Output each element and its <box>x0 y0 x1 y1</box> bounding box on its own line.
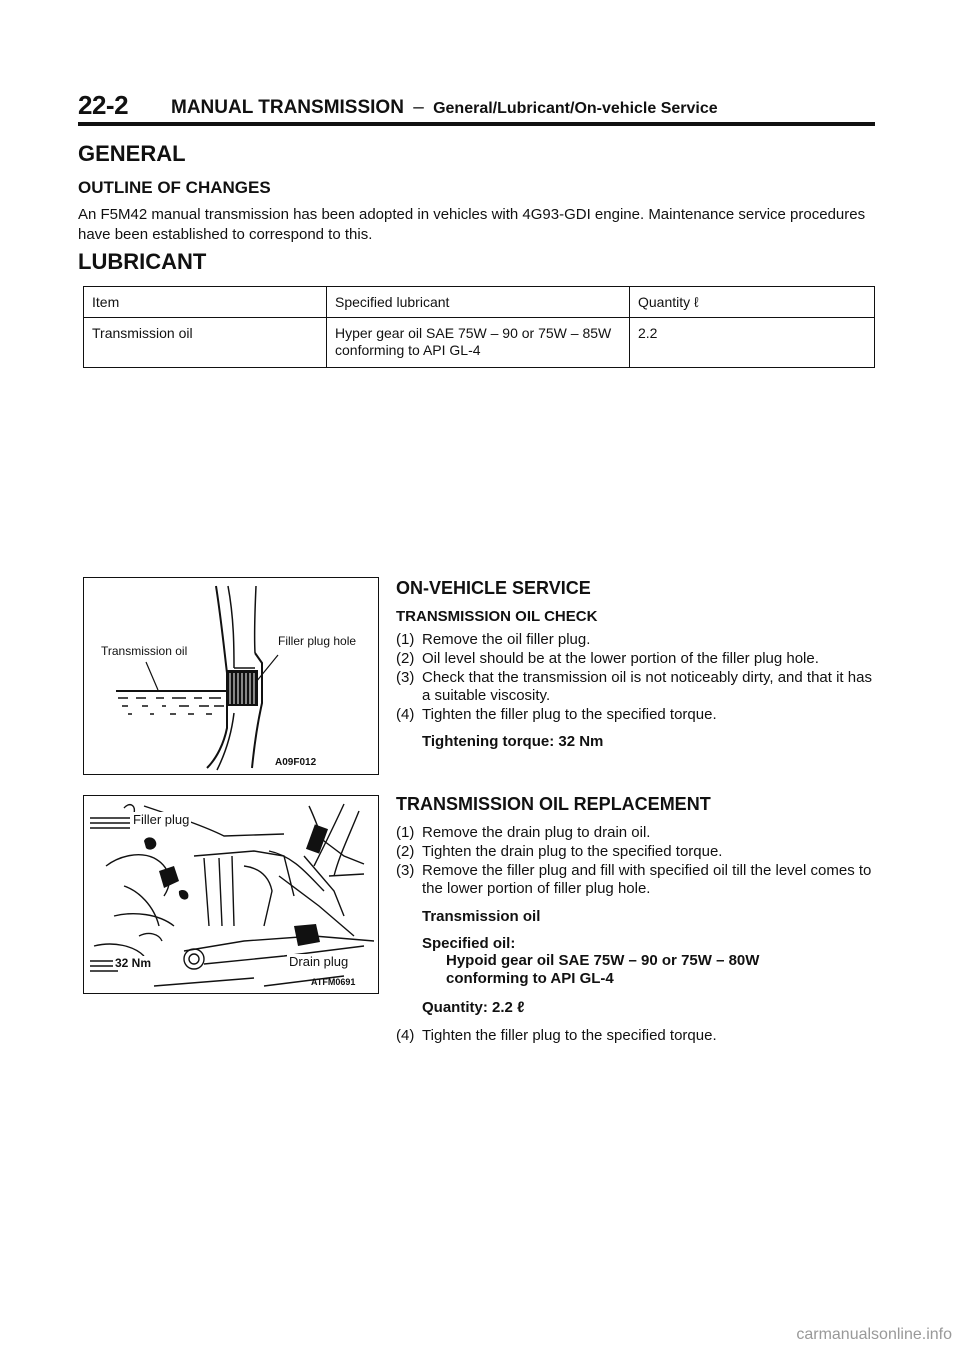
outline-heading: OUTLINE OF CHANGES <box>78 178 271 197</box>
list-item <box>396 862 876 898</box>
chapter-name: MANUAL TRANSMISSION <box>171 97 404 118</box>
column-header-lubricant: Specified lubricant <box>327 287 630 318</box>
figure-code: A09F012 <box>275 757 317 768</box>
step-text: Tighten the drain plug to the specified torque. <box>422 843 723 860</box>
replacement-section <box>396 794 876 1046</box>
page-number: 22-2 <box>78 90 129 120</box>
list-item <box>396 1027 876 1045</box>
step-text: Remove the filler plug and fill with specified oil till the level comes to the lower portion of filler plug hole. <box>422 862 872 897</box>
list-item <box>396 824 876 842</box>
step-number: (2) <box>396 843 415 860</box>
title-separator: – <box>413 97 424 118</box>
label-drain-plug: Drain plug <box>289 954 349 969</box>
cell-lubricant <box>327 318 630 368</box>
general-heading: GENERAL <box>78 141 186 166</box>
step-number: (1) <box>396 631 415 648</box>
step-text: Oil level should be at the lower portion of the filler plug hole. <box>422 650 819 667</box>
quantity: Quantity: 2.2 ℓ <box>422 999 525 1016</box>
step-text: Tighten the filler plug to the specified torque. <box>422 1027 717 1044</box>
table-row <box>84 318 875 368</box>
label-torque: 32 Nm <box>115 956 152 970</box>
tightening-torque: Tightening torque: 32 Nm <box>422 733 604 750</box>
step-number: (2) <box>396 650 415 667</box>
step-number: (4) <box>396 1027 415 1044</box>
oil-check-heading: TRANSMISSION OIL CHECK <box>396 608 598 625</box>
spec-line1: Hypoid gear oil SAE 75W – 90 or 75W – 80W <box>446 952 760 969</box>
list-item <box>396 843 876 861</box>
oil-label: Transmission oil <box>422 908 541 925</box>
label-transmission-oil: Transmission oil <box>101 644 188 658</box>
watermark: carmanualsonline.info <box>796 1326 952 1343</box>
column-header-quantity: Quantity ℓ <box>630 287 875 318</box>
step-text: Check that the transmission oil is not noticeably dirty, and that it has a suitable viscosity. <box>422 669 872 704</box>
outline-text: An F5M42 manual transmission has been adopted in vehicles with 4G93-GDI engine. Maintenance service procedures have been established to correspond to this. <box>78 206 866 243</box>
chapter-title <box>171 97 718 119</box>
replacement-steps <box>396 824 876 898</box>
replacement-heading: TRANSMISSION OIL REPLACEMENT <box>396 794 711 814</box>
step-number: (1) <box>396 824 415 841</box>
step-number: (3) <box>396 862 415 879</box>
cell-quantity: 2.2 <box>630 318 875 368</box>
service-section <box>396 578 876 750</box>
step-number: (4) <box>396 706 415 723</box>
cell-lubricant-line2: conforming to API GL-4 <box>335 342 481 358</box>
step-number: (3) <box>396 669 415 686</box>
spec-label: Specified oil: <box>422 935 516 952</box>
step-text: Remove the oil filler plug. <box>422 631 591 648</box>
cell-item: Transmission oil <box>84 318 327 368</box>
list-item <box>396 669 876 705</box>
figure-code: ATFM0691 <box>311 977 356 987</box>
label-filler-plug: Filler plug <box>133 812 190 827</box>
page-header <box>78 90 875 126</box>
label-filler-plug-hole: Filler plug hole <box>278 634 357 648</box>
replacement-final-step <box>396 1027 876 1045</box>
lubricant-table <box>83 286 875 368</box>
table-header-row <box>84 287 875 318</box>
cell-lubricant-line1: Hyper gear oil SAE 75W – 90 or 75W – 85W <box>335 325 612 341</box>
chapter-subtitle: General/Lubricant/On-vehicle Service <box>433 100 718 117</box>
figure-oil-level <box>83 577 379 775</box>
oil-check-steps <box>396 631 876 724</box>
step-text: Remove the drain plug to drain oil. <box>422 824 651 841</box>
figure-oil-replacement <box>83 795 379 994</box>
list-item <box>396 631 876 649</box>
oil-level-illustration <box>84 578 378 774</box>
step-text: Tighten the filler plug to the specified torque. <box>422 706 717 723</box>
column-header-item: Item <box>84 287 327 318</box>
spec-line2: conforming to API GL-4 <box>446 970 614 987</box>
list-item <box>396 706 876 724</box>
list-item <box>396 650 876 668</box>
service-heading: ON-VEHICLE SERVICE <box>396 578 591 598</box>
lubricant-heading: LUBRICANT <box>78 249 207 274</box>
